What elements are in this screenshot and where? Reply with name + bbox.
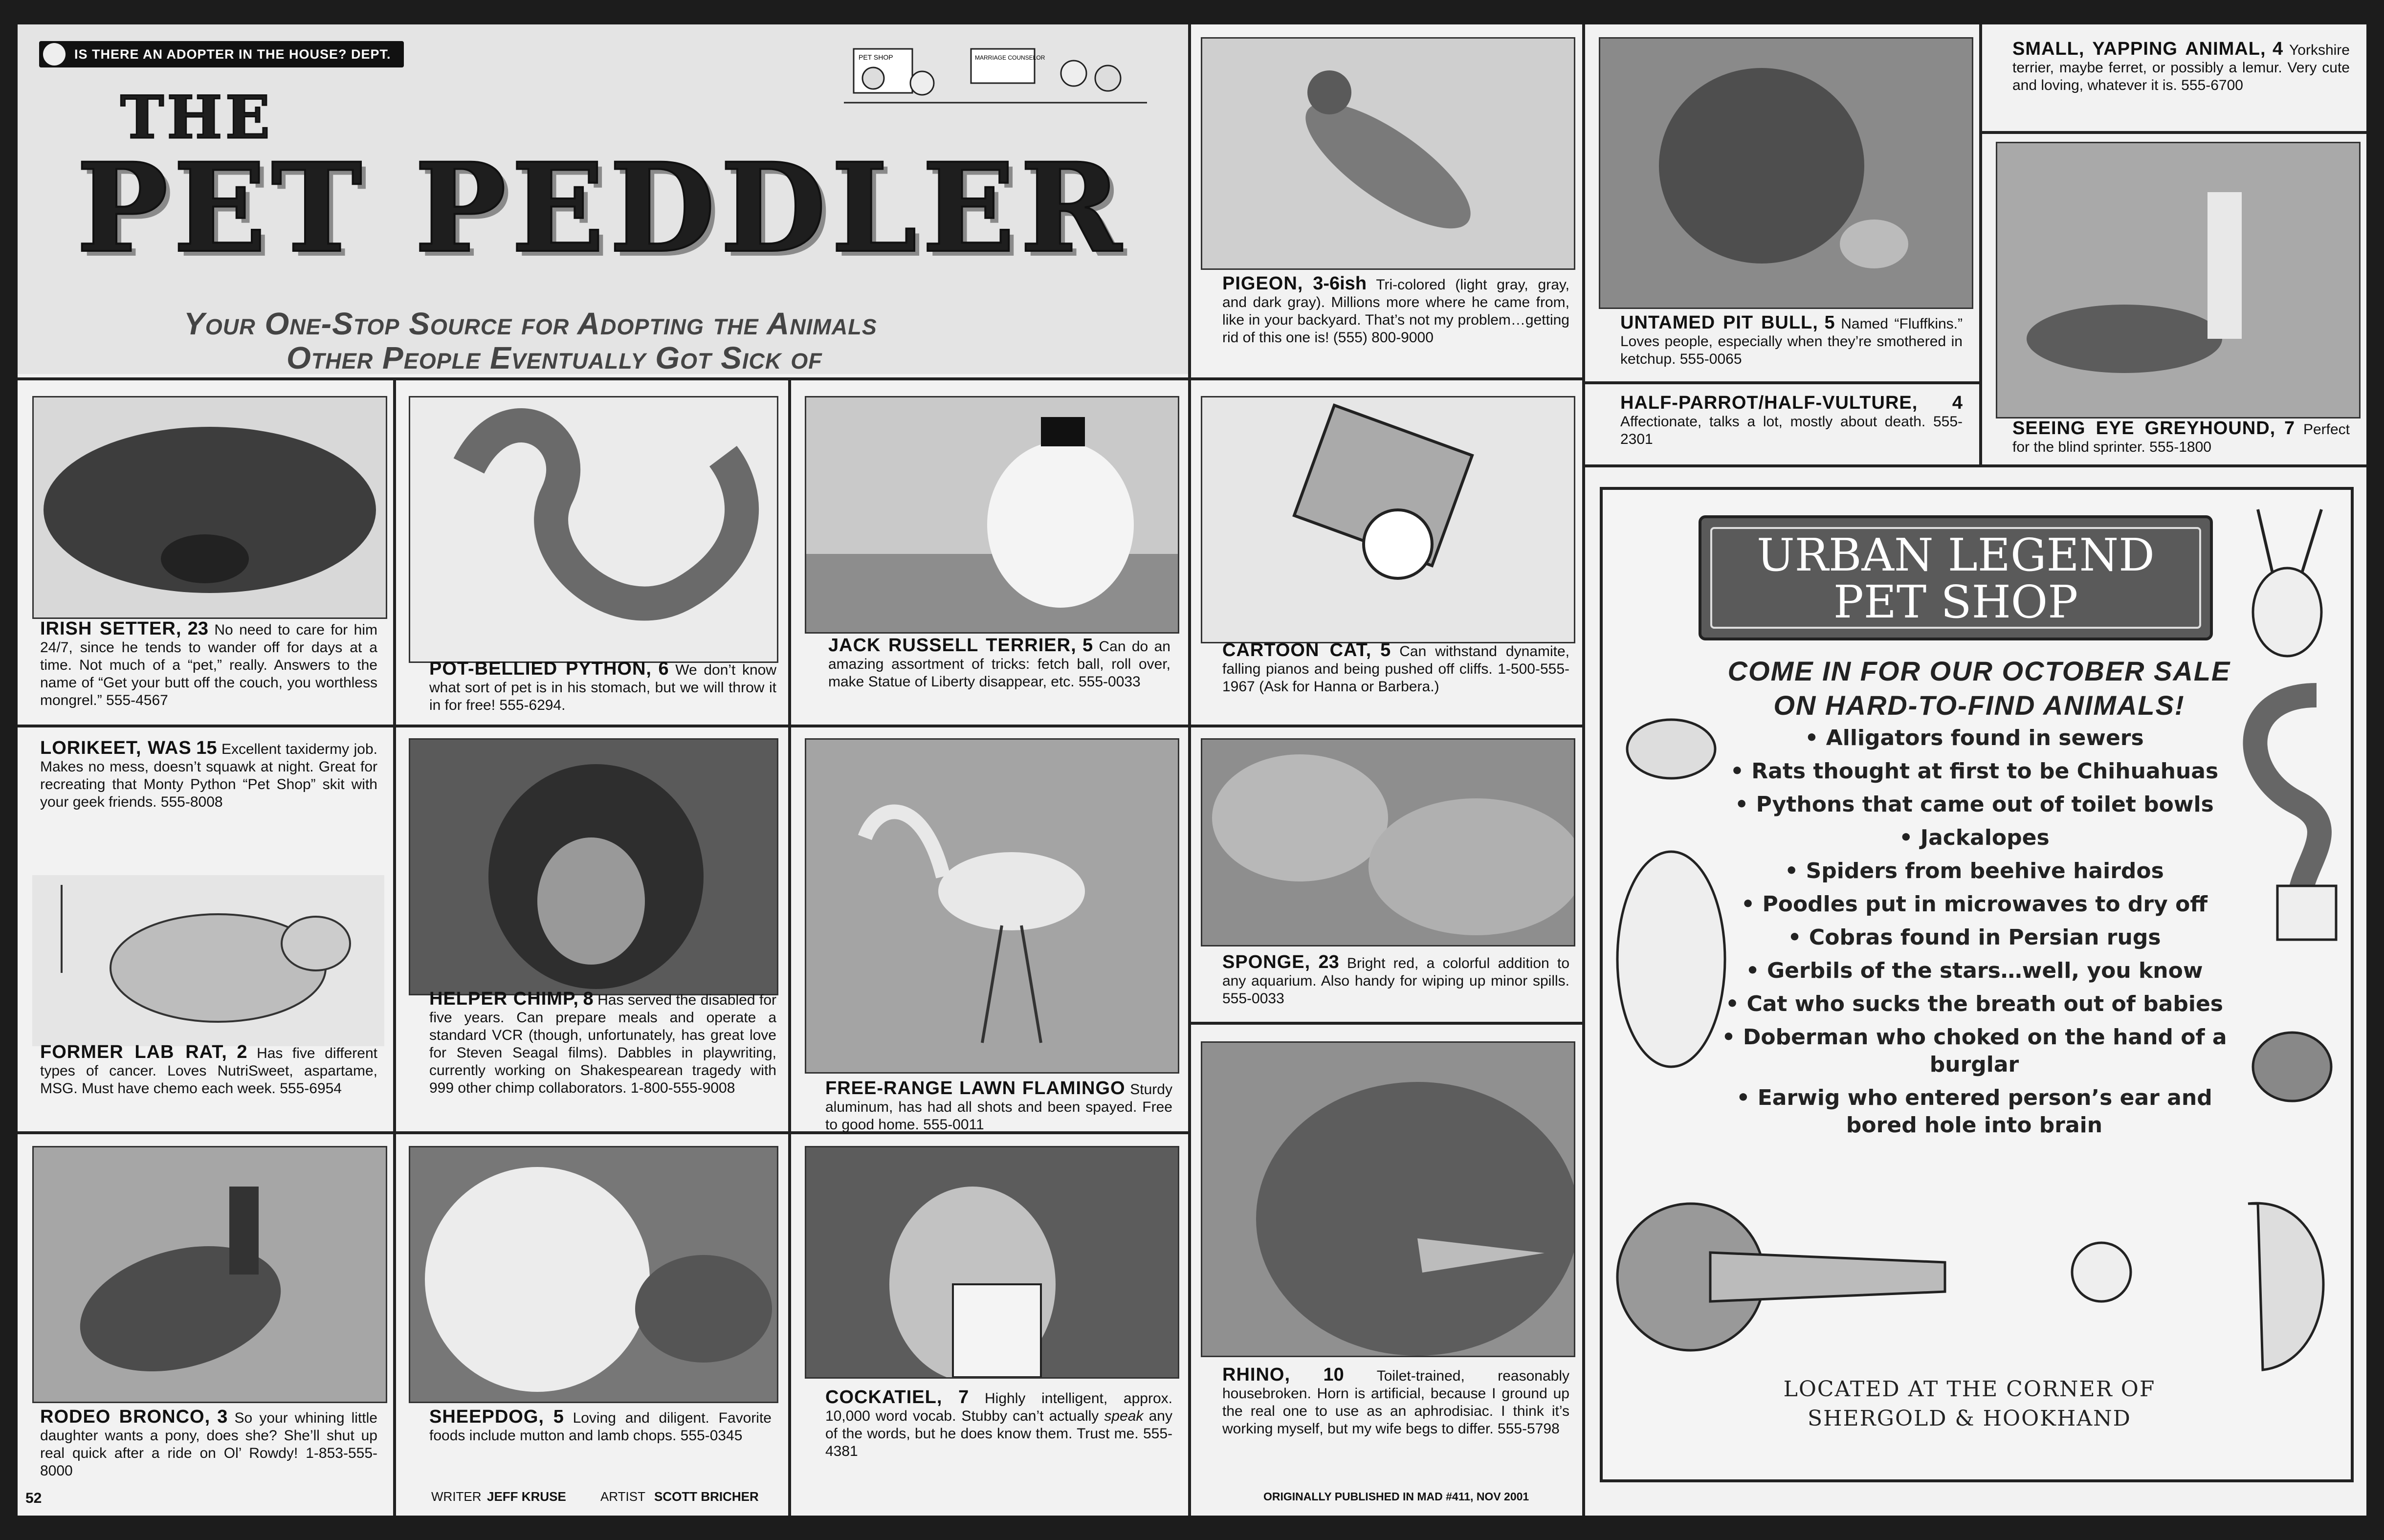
divider [18,1131,393,1134]
divider [18,725,393,727]
dept-label [39,41,404,67]
shop-item: • Pythons that came out of toilet bowls [1735,792,2214,817]
shop-item: • Cat who sucks the breath out of babies [1725,991,2223,1016]
python-photo [409,396,778,663]
rodeo-bronco-caption: RODEO BRONCO, 3 So your whining little daughter wants a pony, does she? She’ll shut up real quick after a ride on Ol’ Rowdy! 1-853-555-8000 [40,1407,377,1479]
sponge-caption: SPONGE, 23 Bright red, a colorful addition to any aquarium. Also handy for wiping up minor spills. 555-0033 [1222,952,1570,1007]
sheepdog-photo [409,1146,778,1403]
shop-address [1749,1375,2189,1433]
title-the: THE [120,83,273,152]
divider [1582,381,1979,384]
artist-label: ARTIST [600,1489,645,1504]
beehive-hairdo-icon [1612,842,1730,1135]
small-animal-caption: SMALL, YAPPING ANIMAL, 4 Yorkshire terrier, maybe ferret, or possibly a lemur. Very cute and loving, whatever it is. 555-6700 [2012,39,2350,93]
shop-item: • Alligators found in sewers [1805,726,2144,750]
cartoon-sign2: MARRIAGE COUNSELOR [975,54,1045,61]
dept-label-text: IS THERE AN ADOPTER IN THE HOUSE? DEPT. [74,47,391,62]
gerbil-icon [2233,998,2346,1116]
irish-setter-caption: IRISH SETTER, 23 No need to care for him 24/7, since he tends to wander off for days at a time. Not much of a “pet,” really. Answers to the name of “Get your butt off the couch, you worthless mongrel.” 555-4567 [40,618,377,708]
lab-rat-illustration [32,875,384,1046]
shop-item-list [1720,725,2229,1145]
page-title: PET PEDDLER [76,136,1126,280]
shop-item: • Gerbils of the stars…well, you know [1745,958,2203,983]
lab-rat-caption: FORMER LAB RAT, 2 Has five different types of cancer. Loves NutriSweet, aspartame, MSG. Must have chemo each week. 555-6954 [40,1042,377,1097]
cockatiel-photo [805,1146,1179,1379]
shop-item: • Jackalopes [1899,825,2050,850]
cartoon-strip-illustration [844,39,1147,112]
subtitle-line2: Other People Eventually Got Sick of [287,340,822,375]
chimp-photo [409,738,778,995]
greyhound-photo [1996,142,2361,418]
rhino-caption: RHINO, 10 Toilet-trained, reasonably housebroken. Horn is artificial, because I ground up the real one to use as an aphrodisiac. I think it’s working myself, but my wife begs to differ. 555-5798 [1222,1364,1570,1437]
divider [1979,131,2366,134]
mascot-face-icon [43,43,66,66]
parrot-vulture-caption: HALF-PARROT/HALF-VULTURE, 4 Affectionate, talks a lot, mostly about death. 555-2301 [1620,393,1963,447]
greyhound-caption: SEEING EYE GREYHOUND, 7 Perfect for the blind sprinter. 555-1800 [2012,418,2350,455]
jackalope-icon [2229,500,2341,666]
writer-label: WRITER [431,1489,482,1504]
magazine-page [18,24,2366,1516]
divider [18,377,1582,380]
jack-russell-caption: JACK RUSSELL TERRIER, 5 Can do an amazing assortment of tricks: fetch ball, roll over, make Statue of Liberty disappear, etc. 555-0033 [828,635,1170,690]
alligator-icon [1612,1189,1955,1365]
divider [393,1131,788,1134]
rodeo-bronco-photo [32,1146,387,1403]
lorikeet-caption: LORIKEET, WAS 15 Excellent taxidermy job. Makes no mess, doesn’t squawk at night. Great for recreating that Monty Python “Pet Shop” skit with your geek friends. 555-8008 [40,738,377,810]
pit-bull-photo [1599,37,1973,309]
earwig-ear-icon [2043,1174,2346,1380]
divider [1188,24,1191,377]
pit-bull-caption: UNTAMED PIT BULL, 5 Named “Fluffkins.” Loves people, especially when they’re smothered in ketchup. 555-0065 [1620,312,1963,367]
divider [393,725,788,727]
shop-item: • Rats thought at first to be Chihuahuas [1730,759,2219,784]
writer-name: JEFF KRUSE [487,1489,566,1504]
jack-russell-photo [805,396,1179,634]
shop-address-line2: SHERGOLD & HOOKHAND [1808,1406,2131,1431]
pigeon-caption: PIGEON, 3-6ish Tri-colored (light gray, gray, and dark gray). Millions more where he came from, like in your backyard. That’s not my problem…getting rid of this one is! (555) 800-9000 [1222,273,1569,346]
divider [1188,377,1191,1516]
sale-banner [1647,654,2312,723]
shop-item: • Poodles put in microwaves to dry off [1741,892,2207,917]
sponge-photo [1201,738,1575,946]
shop-sign [1699,515,2213,640]
artist-name: SCOTT BRICHER [654,1489,759,1504]
shop-sign-line1: URBAN LEGEND [1757,529,2155,581]
divider [788,725,1188,727]
original-publication: ORIGINALLY PUBLISHED IN MAD #411, NOV 2001 [1263,1490,1529,1503]
header-panel [18,24,1188,374]
divider [1188,725,1582,727]
irish-setter-photo [32,396,387,619]
divider [788,377,791,1516]
shop-item: • Earwig who entered person’s ear and bored hole into brain [1736,1085,2212,1138]
flamingo-caption: FREE-RANGE LAWN FLAMINGO Sturdy aluminum, has had all shots and been spayed. Free to good home. 555-0011 [825,1078,1172,1133]
divider [1188,1022,1582,1025]
rat-icon [1612,681,1730,808]
cartoon-sign1: PET SHOP [859,53,893,61]
cockatiel-caption: COCKATIEL, 7 Highly intelligent, approx. 10,000 word vocab. Stubby can’t actually speak any of the words, but he does know them. Trust me. 555-4381 [825,1387,1172,1459]
cartoon-cat-caption: CARTOON CAT, 5 Can withstand dynamite, falling pianos and being pushed off cliffs. 1-500-555-1967 (Ask for Hanna or Barbera.) [1222,640,1569,695]
shop-sign-line2: PET SHOP [1833,576,2078,628]
shop-address-line1: LOCATED AT THE CORNER OF [1783,1377,2156,1402]
sale-line1: COME IN FOR OUR OCTOBER SALE [1727,656,2231,686]
chimp-caption: HELPER CHIMP, 8 Has served the disabled for five years. Can prepare meals and operate a standard VCR (though, unfortunately, has great love for Steven Seagal films). Dabbles in playwriting, currently working on Shakespearean tragedy with 999 other chimp collaborators. 1-800-555-9008 [429,989,777,1096]
sale-line2: ON HARD-TO-FIND ANIMALS! [1773,690,2185,721]
pigeon-photo [1201,37,1575,270]
rhino-photo [1201,1041,1575,1357]
shop-item: • Doberman who choked on the hand of a burglar [1722,1025,2227,1077]
divider [1582,464,2366,467]
subtitle-line1: Your One-Stop Source for Adopting the Animals [184,306,877,341]
divider [393,377,396,1516]
cartoon-cat-illustration [1201,396,1575,643]
flamingo-photo [805,738,1179,1074]
divider [1979,24,1982,464]
sheepdog-caption: SHEEPDOG, 5 Loving and diligent. Favorite foods include mutton and lamb chops. 555-0345 [429,1407,772,1444]
page-number: 52 [25,1490,42,1506]
python-caption: POT-BELLIED PYTHON, 6 We don’t know what sort of pet is in his stomach, but we will throw it in for free! 555-6294. [429,659,776,713]
urban-legend-pet-shop-ad [1600,487,2354,1482]
shop-item: • Spiders from beehive hairdos [1785,858,2164,883]
shop-item: • Cobras found in Persian rugs [1788,925,2161,950]
divider [1582,24,1585,1516]
python-toilet-icon [2219,676,2346,949]
